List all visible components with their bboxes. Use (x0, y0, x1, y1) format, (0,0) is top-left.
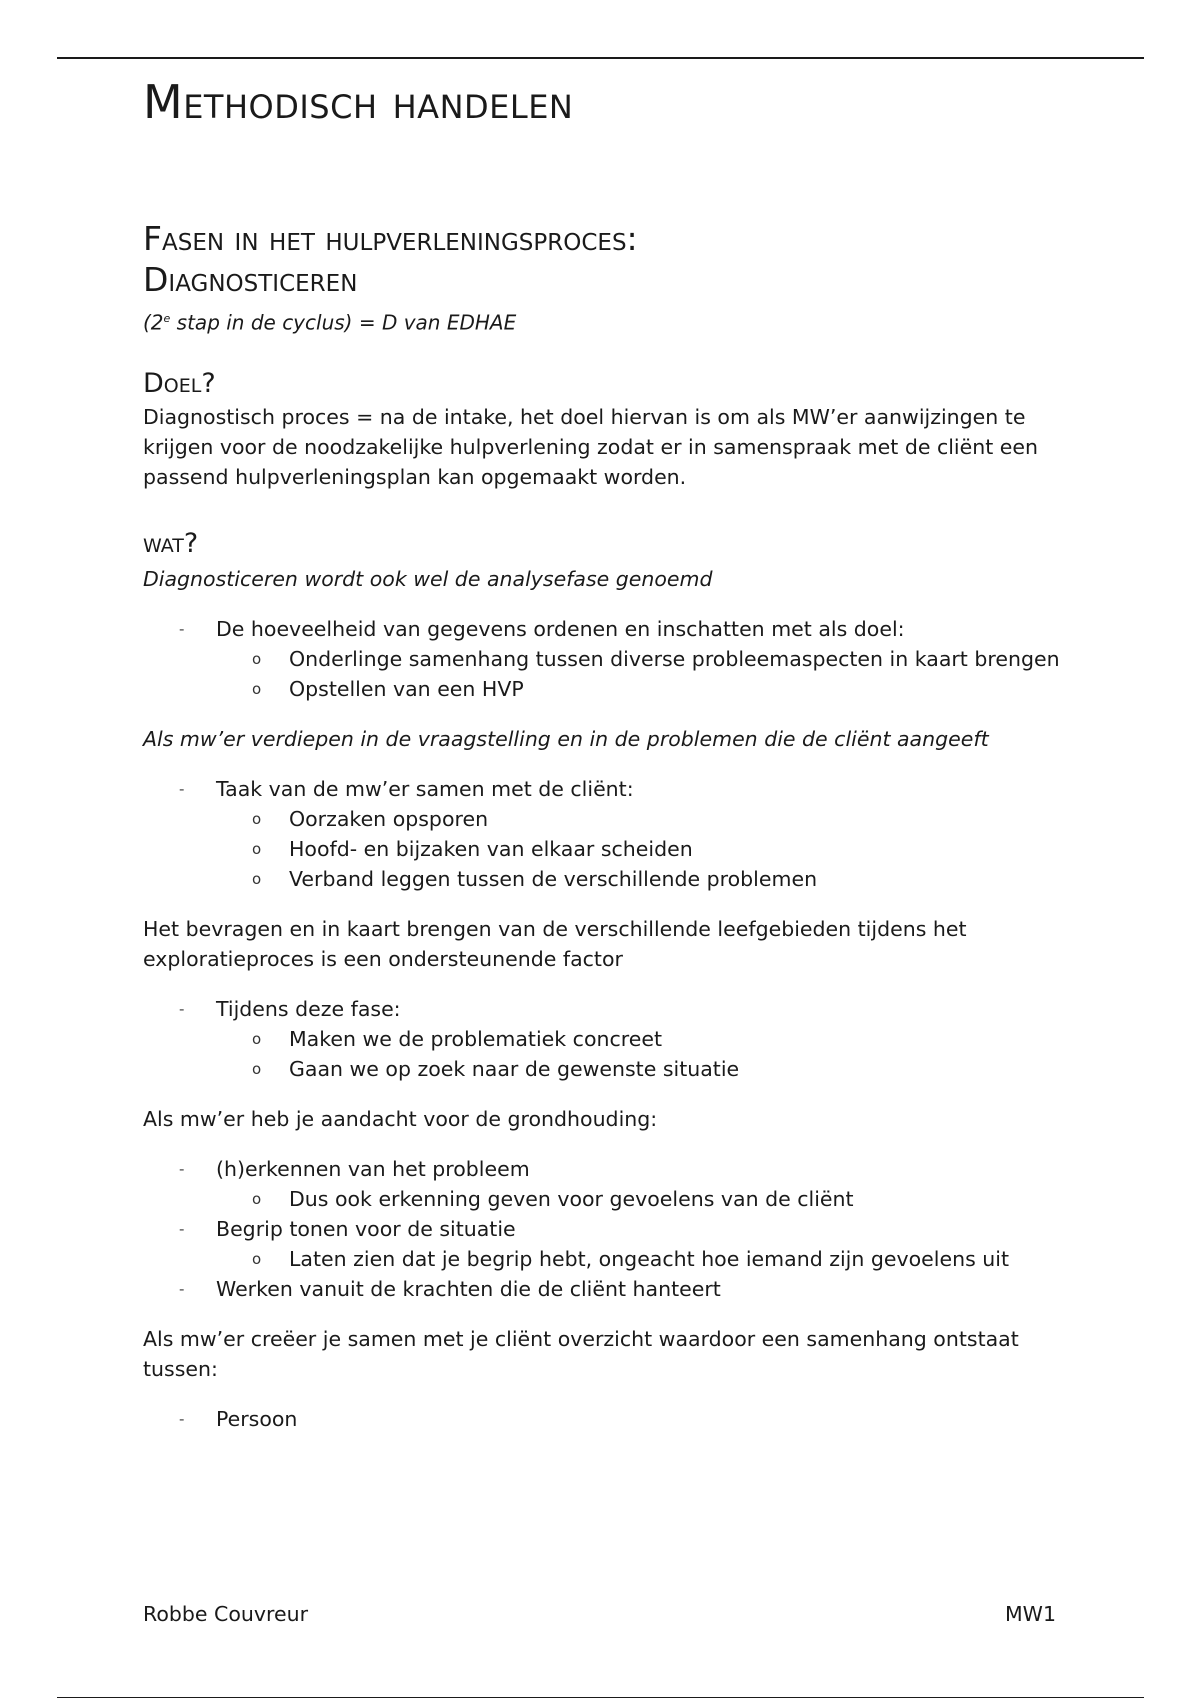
dash-bullet: - (179, 1159, 185, 1178)
doel-text: Diagnostisch proces = na de intake, het doel hiervan is om als MW’er aanwijzingen te krijgen voor de noodzakelijke hulpverlening zodat er in samenspraak met de cliënt een passend hulpverleningsplan kan opgemaakt worden. (143, 404, 1038, 489)
list-ordenen (143, 614, 1063, 704)
section-title-line2: Diagnosticeren (143, 260, 358, 299)
circle-bullet: o (252, 1189, 262, 1208)
verdiepen-paragraph: Als mw’er verdiepen in de vraagstelling en in de problemen die de cliënt aangeeft (143, 726, 989, 751)
circle-bullet: o (252, 649, 262, 668)
footer-course-code: MW1 (1005, 1602, 1056, 1626)
sub-list (216, 804, 1063, 894)
circle-bullet: o (252, 679, 262, 698)
list-item (143, 1154, 1063, 1214)
sub-list-item-text: Hoofd- en bijzaken van elkaar scheiden (289, 836, 693, 861)
page-footer (143, 1599, 1056, 1629)
list-item-text: Werken vanuit de krachten die de cliënt hanteert (216, 1276, 721, 1301)
sub-list-item (216, 674, 1063, 704)
document-title: Methodisch handelen (143, 75, 574, 129)
circle-bullet: o (252, 839, 262, 858)
circle-bullet: o (252, 1059, 262, 1078)
sub-list-item (216, 1024, 1063, 1054)
list-item-text: De hoeveelheid van gegevens ordenen en inschatten met als doel: (216, 616, 905, 641)
list-item-text: (h)erkennen van het probleem (216, 1156, 530, 1181)
dash-bullet: - (179, 1219, 185, 1238)
list-item (143, 1404, 1063, 1434)
list-item (143, 774, 1063, 894)
sub-list-item-text: Opstellen van een HVP (289, 676, 524, 701)
list-item-text: Persoon (216, 1406, 298, 1431)
sub-list-item-text: Onderlinge samenhang tussen diverse probleemaspecten in kaart brengen (289, 646, 1060, 671)
list-samenhang (143, 1404, 1063, 1434)
wat-section (143, 526, 1063, 1434)
list-taak (143, 774, 1063, 894)
sub-list-item (216, 644, 1063, 674)
subtitle-pre: (2 (143, 310, 164, 335)
list-item-text: Tijdens deze fase: (216, 996, 401, 1021)
sub-list (216, 1184, 1063, 1214)
dash-bullet: - (179, 1279, 185, 1298)
page-content (143, 66, 1063, 1454)
sub-list-item (216, 804, 1063, 834)
section-subtitle (143, 304, 1063, 338)
top-rule (57, 57, 1144, 59)
sub-list-item (216, 1054, 1063, 1084)
circle-bullet: o (252, 869, 262, 888)
sub-list-item-text: Maken we de problematiek concreet (289, 1026, 662, 1051)
bottom-rule (57, 1697, 1144, 1698)
list-item (143, 1214, 1063, 1274)
dash-bullet: - (179, 999, 185, 1018)
doel-heading: Doel? (143, 367, 216, 399)
wat-intro: Diagnosticeren wordt ook wel de analysefase genoemd (143, 566, 713, 591)
sub-list-item (216, 834, 1063, 864)
circle-bullet: o (252, 809, 262, 828)
sub-list-item-text: Dus ook erkenning geven voor gevoelens van de cliënt (289, 1186, 854, 1211)
dash-bullet: - (179, 1409, 185, 1428)
grondhouding-paragraph: Als mw’er heb je aandacht voor de grondhouding: (143, 1106, 658, 1131)
sub-list (216, 1024, 1063, 1084)
section-heading-block (143, 218, 1063, 338)
circle-bullet: o (252, 1249, 262, 1268)
sub-list-item (216, 1244, 1063, 1274)
sub-list-item-text: Laten zien dat je begrip hebt, ongeacht hoe iemand zijn gevoelens uit (289, 1246, 1010, 1271)
list-item (143, 614, 1063, 704)
list-item-text: Begrip tonen voor de situatie (216, 1216, 516, 1241)
list-item-text: Taak van de mw’er samen met de cliënt: (216, 776, 634, 801)
dash-bullet: - (179, 779, 185, 798)
sub-list-item (216, 864, 1063, 894)
sub-list (216, 644, 1063, 704)
bevragen-paragraph: Het bevragen en in kaart brengen van de verschillende leefgebieden tijdens het exploratieproces is een ondersteunende factor (143, 916, 967, 971)
subtitle-post: stap in de cyclus) = D van EDHAE (170, 310, 517, 335)
list-item (143, 1274, 1063, 1304)
subtitle-sup: e (163, 312, 171, 325)
sub-list-item-text: Gaan we op zoek naar de gewenste situatie (289, 1056, 740, 1081)
dash-bullet: - (179, 619, 185, 638)
sub-list (216, 1244, 1063, 1274)
list-grondhouding (143, 1154, 1063, 1304)
doel-section (143, 366, 1063, 492)
list-fase (143, 994, 1063, 1084)
section-title-line1: Fasen in het hulpverleningsproces: (143, 219, 638, 258)
sub-list-item-text: Verband leggen tussen de verschillende problemen (289, 866, 818, 891)
overzicht-paragraph: Als mw’er creëer je samen met je cliënt overzicht waardoor een samenhang ontstaat tussen: (143, 1326, 1019, 1381)
list-item (143, 994, 1063, 1084)
circle-bullet: o (252, 1029, 262, 1048)
footer-author: Robbe Couvreur (143, 1602, 309, 1626)
sub-list-item (216, 1184, 1063, 1214)
wat-heading: wat? (143, 527, 199, 559)
sub-list-item-text: Oorzaken opsporen (289, 806, 489, 831)
